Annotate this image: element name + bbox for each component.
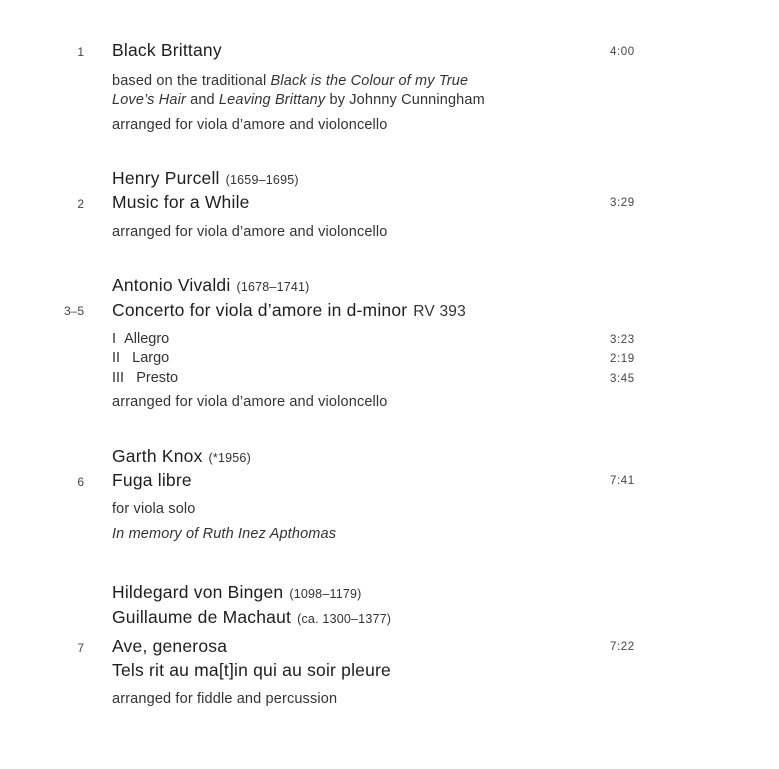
track-arrangement: arranged for viola d’amore and violoncello: [112, 394, 388, 410]
composer-dates: (1678–1741): [236, 280, 310, 294]
track-number: 1: [77, 45, 84, 59]
track-source-line-1: based on the traditional Black is the Colour of my True: [112, 73, 469, 89]
composer-line: [112, 275, 310, 296]
composer-line: [112, 446, 251, 467]
movement-roman: II: [112, 350, 121, 366]
track-number: 7: [77, 641, 84, 655]
track-title: Concerto for viola d’amore in d-minor: [112, 300, 408, 320]
composer-name: Hildegard von Bingen: [112, 582, 284, 602]
track-source-line-2: Love’s Hair and Leaving Brittany by Johnny Cunningham: [112, 92, 485, 108]
track-duration: 4:00: [610, 46, 635, 58]
track-title: Ave, generosa: [112, 636, 228, 656]
movement-roman: III: [112, 370, 125, 386]
catalog-number: RV 393: [413, 303, 466, 320]
movement-duration: 3:45: [610, 373, 635, 385]
movement-row: [112, 331, 169, 347]
track-title-secondary: Tels rit au ma[t]in qui au soir pleure: [112, 660, 391, 680]
composer-dates: (1098–1179): [289, 587, 362, 601]
track-dedication: In memory of Ruth Inez Apthomas: [112, 526, 337, 542]
track-arrangement: arranged for fiddle and percussion: [112, 691, 338, 707]
composer-name: Garth Knox: [112, 446, 203, 466]
track-title-line: [112, 300, 466, 321]
track-duration: 3:29: [610, 197, 635, 209]
track-title: Music for a While: [112, 192, 250, 212]
track-number: 6: [77, 475, 84, 489]
composer-name: Antonio Vivaldi: [112, 275, 231, 295]
track-instrumentation: for viola solo: [112, 501, 196, 517]
composer-line: [112, 582, 362, 603]
composer-dates: (1659–1695): [225, 173, 299, 187]
movement-row: [112, 370, 178, 386]
movement-name: Largo: [132, 350, 170, 366]
track-title: Black Brittany: [112, 40, 222, 60]
track-number: 3–5: [63, 304, 84, 318]
movement-roman: I: [112, 331, 117, 347]
track-arrangement: arranged for viola d’amore and violoncello: [112, 224, 388, 240]
composer-dates: (ca. 1300–1377): [297, 612, 392, 626]
movement-duration: 2:19: [610, 353, 635, 365]
movement-name: Allegro: [124, 331, 170, 347]
composer-line: [112, 168, 299, 189]
track-duration: 7:22: [610, 641, 635, 653]
track-arrangement: arranged for viola d’amore and violoncello: [112, 117, 388, 133]
movement-name: Presto: [136, 370, 179, 386]
composer-name: Guillaume de Machaut: [112, 607, 292, 627]
composer-line: [112, 607, 391, 628]
composer-dates: (*1956): [208, 451, 251, 465]
movement-duration: 3:23: [610, 334, 635, 346]
movement-row: [112, 350, 169, 366]
track-title: Fuga libre: [112, 470, 192, 490]
track-duration: 7:41: [610, 475, 635, 487]
track-number: 2: [77, 197, 84, 211]
composer-name: Henry Purcell: [112, 168, 220, 188]
